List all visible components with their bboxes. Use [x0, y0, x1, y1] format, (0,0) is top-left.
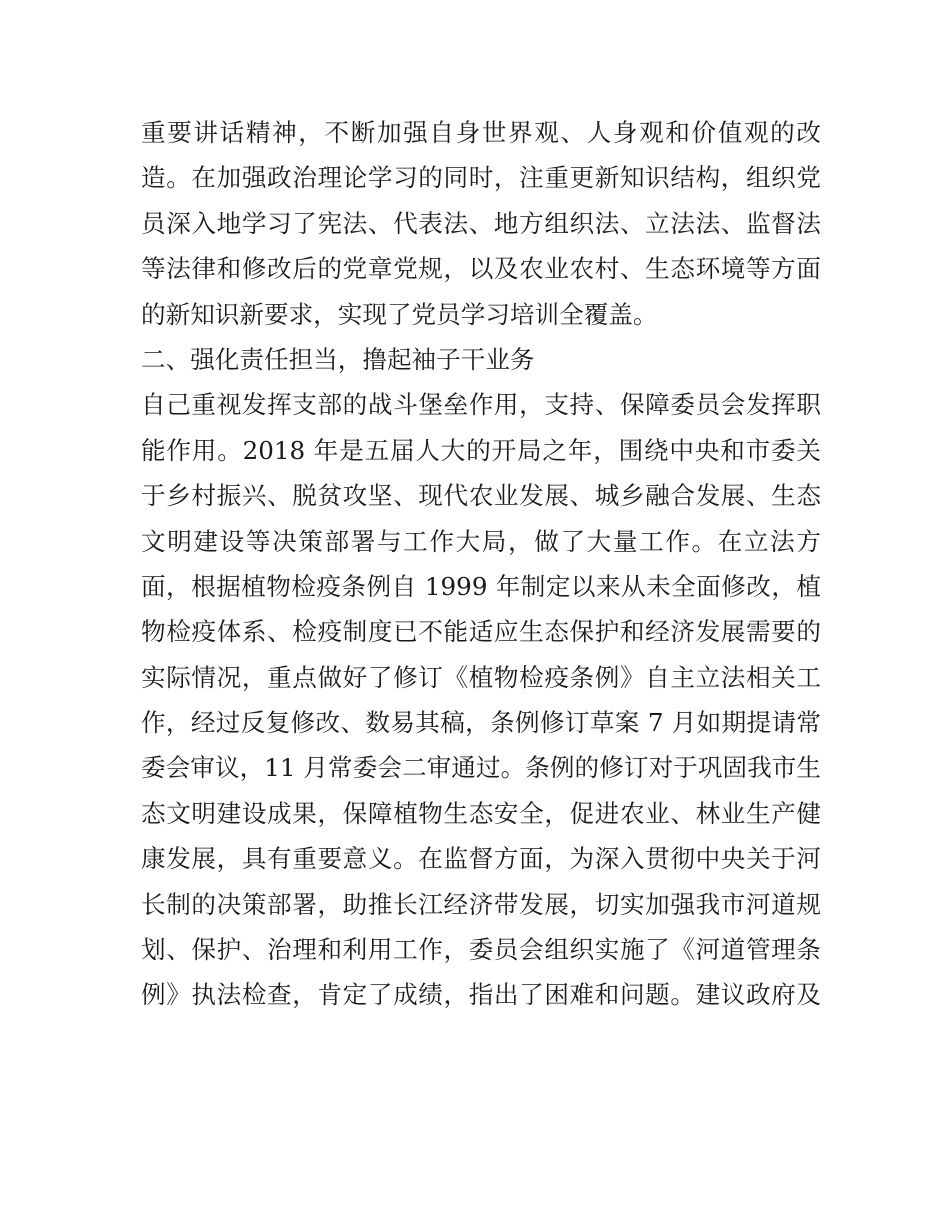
text-line: 划、保护、治理和利用工作，委员会组织实施了《河道管理条: [141, 935, 821, 965]
text-line: 文明建设等决策部署与工作大局，做了大量工作。在立法方: [141, 526, 821, 556]
text-line: 作，经过反复修改、数易其稿，条例修订草案 7 月如期提请常: [141, 708, 821, 738]
text-line: 例》执法检查，肯定了成绩，指出了困难和问题。建议政府及: [141, 980, 821, 1010]
text-line: 物检疫体系、检疫制度已不能适应生态保护和经济发展需要的: [141, 617, 821, 647]
text-line: 重要讲话精神，不断加强自身世界观、人身观和价值观的改: [141, 118, 821, 147]
text-line: 长制的决策部署，助推长江经济带发展，切实加强我市河道规: [141, 889, 821, 919]
text-line: 等法律和修改后的党章党规，以及农业农村、生态环境等方面: [141, 254, 821, 284]
text-line: 于乡村振兴、脱贫攻坚、现代农业发展、城乡融合发展、生态: [141, 481, 821, 511]
text-line: 的新知识新要求，实现了党员学习培训全覆盖。: [141, 299, 658, 329]
text-line: 自己重视发挥支部的战斗堡垒作用，支持、保障委员会发挥职: [141, 390, 821, 420]
text-line: 员深入地学习了宪法、代表法、地方组织法、立法法、监督法: [141, 208, 821, 238]
text-line: 能作用。2018 年是五届人大的开局之年，围绕中央和市委关: [141, 435, 821, 465]
body-text: [141, 110, 821, 1018]
text-line: 委会审议，11 月常委会二审通过。条例的修订对于巩固我市生: [141, 753, 821, 783]
text-line: 实际情况，重点做好了修订《植物检疫条例》自主立法相关工: [141, 662, 821, 692]
text-line: 态文明建设成果，保障植物生态安全，促进农业、林业生产健: [141, 798, 821, 828]
section-heading: 二、强化责任担当，撸起袖子干业务: [141, 344, 535, 374]
text-line: 面，根据植物检疫条例自 1999 年制定以来从未全面修改，植: [141, 571, 821, 601]
text-line: 康发展，具有重要意义。在监督方面，为深入贯彻中央关于河: [141, 844, 821, 874]
text-line: 造。在加强政治理论学习的同时，注重更新知识结构，组织党: [141, 163, 821, 193]
